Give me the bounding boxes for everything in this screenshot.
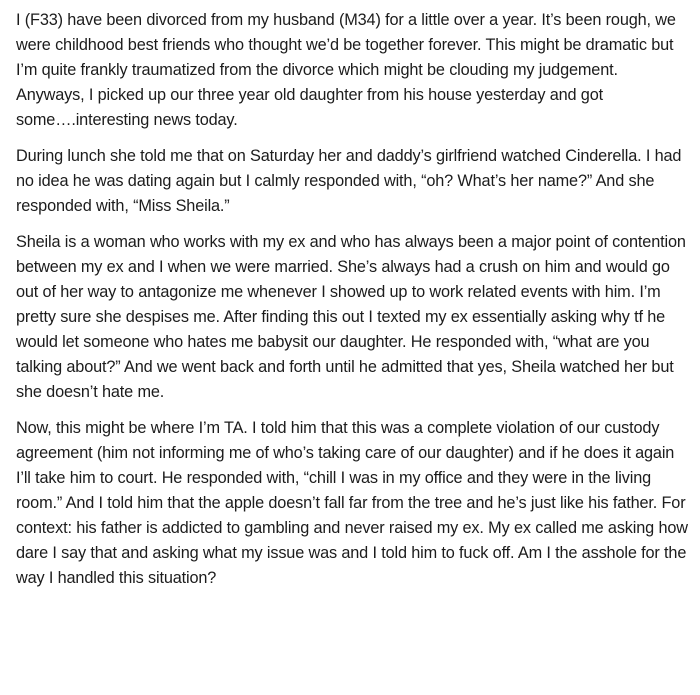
post-paragraph-3: Sheila is a woman who works with my ex and who has always been a major point of contention between my ex and I when we were married. She’s always had a crush on him and would go out of her way to antagonize me whenever I showed up to work related events with him. I’m pretty sure she despises me. After finding this out I texted my ex essentially asking why tf he would let someone who hates me babysit our daughter. He responded with, “what are you talking about?” And we went back and forth until he admitted that yes, Sheila watched her but she doesn’t hate me. xyxy=(16,233,686,401)
post-paragraph-4: Now, this might be where I’m TA. I told him that this was a complete violation of our custody agreement (him not informing me of who’s taking care of our daughter) and if he does it again I’ll take him to court. He responded with, “chill I was in my office and they were in the living room.” And I told him that the apple doesn’t fall far from the tree and he’s just like his father. For context: his father is addicted to gambling and never raised my ex. My ex called me asking how dare I say that and asking what my issue was and I told him to fuck off. Am I the asshole for the way I handled this situation? xyxy=(16,419,688,587)
post-paragraph-2: During lunch she told me that on Saturday her and daddy’s girlfriend watched Cinderella. I had no idea he was dating again but I calmly responded with, “oh? What’s her name?” And she responded with, “Miss Sheila.” xyxy=(16,147,682,215)
post-paragraph-1: I (F33) have been divorced from my husband (M34) for a little over a year. It’s been rough, we were childhood best friends who thought we’d be together forever. This might be dramatic but I’m quite frankly traumatized from the divorce which might be clouding my judgement. Anyways, I picked up our three year old daughter from his house yesterday and got some….interesting news today. xyxy=(16,11,676,129)
